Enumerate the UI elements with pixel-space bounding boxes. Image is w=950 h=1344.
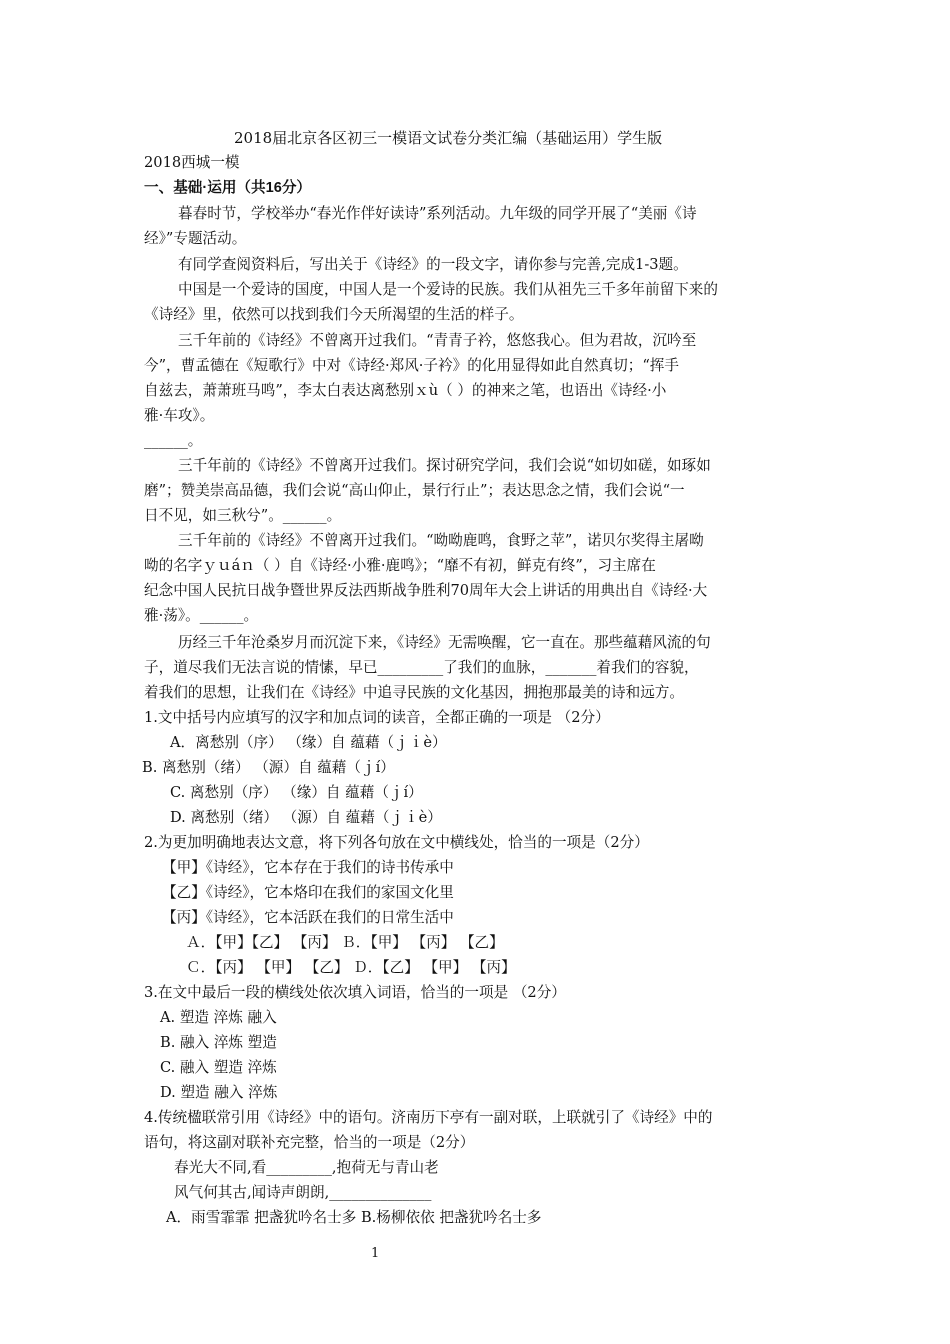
paragraph-line: 磨”；赞美崇高品德，我们会说“高山仰止，景行行止”；表达思念之情，我们会说“一	[144, 482, 685, 499]
paragraph-line: 呦的名字ｙｕáｎ（ ）自《诗经·小雅·鹿鸣》；“靡不有初，鲜克有终”，习主席在	[144, 557, 656, 574]
question-4-stem: 4.传统楹联常引用《诗经》中的语句。济南历下亭有一副对联，上联就引了《诗经》中的	[144, 1109, 713, 1126]
question-2-sentence-bing: 【丙】《诗经》，它本活跃在我们的日常生活中	[162, 909, 454, 926]
exam-source: 2018西城一模	[144, 154, 240, 171]
question-4-options-ab: A．雨雪霏霏 把盏犹吟名士多 B.杨柳依依 把盏犹吟名士多	[166, 1209, 542, 1226]
question-2-stem: 2.为更加明确地表达文意，将下列各句放在文中横线处，恰当的一项是（2分）	[144, 834, 649, 851]
paragraph-line: 《诗经》里，依然可以找到我们今天所渴望的生活的样子。	[144, 306, 524, 323]
couplet-line-1: 春光大不同,看_________,抱荷无与青山老	[174, 1159, 439, 1176]
question-3-stem: 3.在文中最后一段的横线处依次填入词语，恰当的一项是 （2分）	[144, 984, 566, 1001]
question-3-option-d: D. 塑造 融入 淬炼	[160, 1084, 278, 1101]
paragraph-line: 今”，曹孟德在《短歌行》中对《诗经·郑风·子衿》的化用显得如此自然真切；“挥手	[144, 357, 679, 374]
paragraph-line: 经》”专题活动。	[144, 230, 247, 247]
paragraph-line: 日不见，如三秋兮”。______。	[144, 507, 342, 524]
question-2-sentence-yi: 【乙】《诗经》，它本烙印在我们的家国文化里	[162, 884, 454, 901]
question-3-option-c: C. 融入 塑造 淬炼	[160, 1059, 277, 1076]
paragraph-line: 三千年前的《诗经》不曾离开过我们。“青青子衿，悠悠我心。但为君故，沉吟至	[178, 332, 697, 349]
question-1-stem: 1.文中括号内应填写的汉字和加点词的读音，全都正确的一项是 （2分）	[144, 709, 610, 726]
couplet-line-2: 风气何其古,闻诗声朗朗,______________	[174, 1184, 432, 1201]
paragraph-line: 雅·荡》。______。	[144, 607, 259, 624]
question-2-sentence-jia: 【甲】《诗经》，它本存在于我们的诗书传承中	[162, 859, 454, 876]
paragraph-line: 历经三千年沧桑岁月而沉淀下来，《诗经》无需唤醒，它一直在。那些蕴藉风流的句	[178, 634, 711, 651]
paragraph-line: 着我们的思想，让我们在《诗经》中追寻民族的文化基因，拥抱那最美的诗和远方。	[144, 684, 684, 701]
paragraph-line: 自兹去，萧萧班马鸣”，李太白表达离愁别ｘù（ ）的神来之笔，也语出《诗经·小	[144, 382, 667, 399]
document-title: 2018届北京各区初三一模语文试卷分类汇编（基础运用）学生版	[234, 129, 663, 147]
page-number: 1	[371, 1246, 380, 1261]
question-2-options-cd: Ｃ．【丙】 【甲】 【乙】 Ｄ．【乙】 【甲】 【丙】	[186, 959, 516, 976]
blank-line: ______。	[144, 432, 203, 449]
question-2-options-ab: Ａ．【甲】【乙】 【丙】 Ｂ．【甲】 【丙】 【乙】	[186, 934, 504, 951]
question-1-option-c: C. 离愁别（序） （缘）自 蕴藉（ｊí）	[170, 784, 423, 801]
paragraph-line: 三千年前的《诗经》不曾离开过我们。“呦呦鹿鸣，食野之苹”，诺贝尔奖得主屠呦	[178, 532, 704, 549]
question-1-option-b: B. 离愁别（绪） （源）自 蕴藉（ｊí）	[142, 759, 395, 776]
paragraph-line: 子，道尽我们无法言说的情愫，早已_________了我们的血脉，_______着我们的容貌，	[144, 659, 699, 676]
paragraph-line: 暮春时节，学校举办“春光作伴好读诗”系列活动。九年级的同学开展了“美丽《诗	[178, 205, 697, 222]
paragraph-line: 雅·车攻》。	[144, 407, 215, 424]
paragraph-line: 三千年前的《诗经》不曾离开过我们。探讨研究学问，我们会说“如切如磋，如琢如	[178, 457, 711, 474]
paragraph-line: 有同学查阅资料后，写出关于《诗经》的一段文字，请你参与完善,完成1-3题。	[178, 256, 688, 273]
paragraph-line: 纪念中国人民抗日战争暨世界反法西斯战争胜利70周年大会上讲话的用典出自《诗经·大	[144, 582, 708, 599]
question-4-stem: 语句，将这副对联补充完整，恰当的一项是（2分）	[144, 1134, 475, 1151]
paragraph-line: 中国是一个爱诗的国度，中国人是一个爱诗的民族。我们从祖先三千多年前留下来的	[178, 281, 718, 298]
question-1-option-d: D. 离愁别（绪） （源）自 蕴藉（ｊｉè）	[170, 809, 442, 826]
question-3-option-b: B. 融入 淬炼 塑造	[160, 1034, 277, 1051]
question-1-option-a: A．离愁别（序） （缘）自 蕴藉（ｊｉè）	[170, 734, 447, 751]
question-3-option-a: A. 塑造 淬炼 融入	[160, 1009, 277, 1026]
section-heading: 一、基础·运用（共16分）	[144, 180, 312, 196]
